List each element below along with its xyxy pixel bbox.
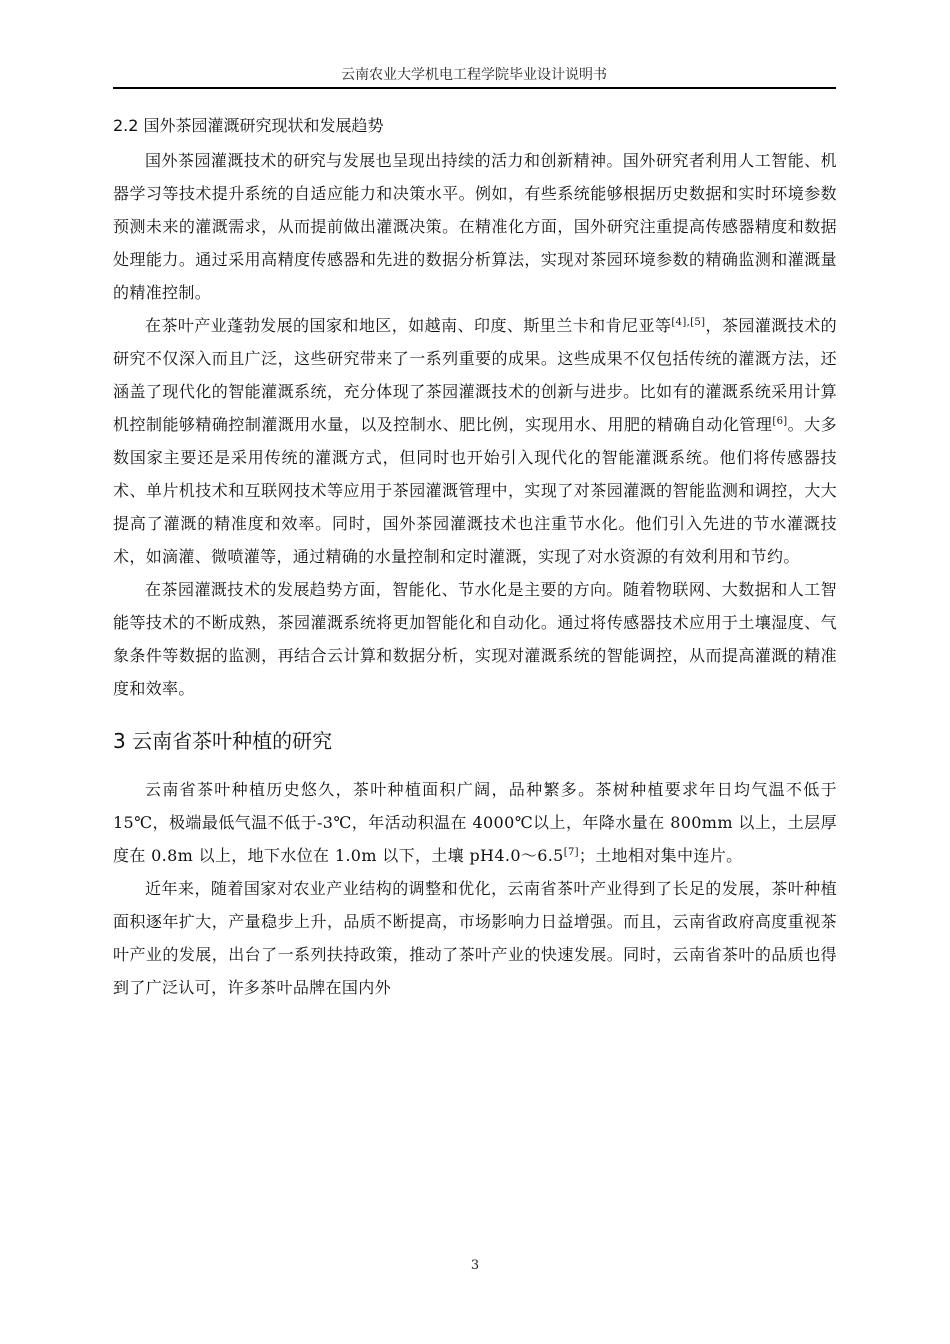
paragraph xyxy=(113,309,837,573)
text-run: ，茶园灌溉技术的研究不仅深入而且广泛，这些研究带来了一系列重要的成果。这些成果不仅包括传统的灌溉方法，还涵盖了现代化的智能灌溉系统，充分体现了茶园灌溉技术的创新与进步。比如有的灌溉系统采用计算机控制能够精确控制灌溉用水量，以及控制水、肥比例，实现用水、用肥的精确自动化管理 xyxy=(113,316,837,434)
citation: [4],[5] xyxy=(671,317,706,328)
paragraph: 在茶园灌溉技术的发展趋势方面，智能化、节水化是主要的方向。随着物联网、大数据和人工智能等技术的不断成熟，茶园灌溉系统将更加智能化和自动化。通过将传感器技术应用于土壤湿度、气象条件等数据的监测，再结合云计算和数据分析，实现对灌溉系统的智能调控，从而提高灌溉的精准度和效率。 xyxy=(113,580,837,698)
page-body xyxy=(113,110,837,1004)
paragraph xyxy=(113,773,837,872)
running-header: 云南农业大学机电工程学院毕业设计说明书 xyxy=(341,67,607,83)
text-run: 。大多数国家主要还是采用传统的灌溉方式，但同时也开始引入现代化的智能灌溉系统。他们将传感器技术、单片机技术和互联网技术等应用于茶园灌溉管理中，实现了对茶园灌溉的智能监测和调控，大大提高了灌溉的精准度和效率。同时，国外茶园灌溉技术也注重节水化。他们引入先进的节水灌溉技术，如滴灌、微喷灌等，通过精确的水量控制和定时灌溉，实现了对水资源的有效利用和节约。 xyxy=(113,415,837,566)
citation: [7] xyxy=(563,847,579,858)
text-run: ；土地相对集中连片。 xyxy=(578,846,743,865)
text-run: 在茶叶产业蓬勃发展的国家和地区，如越南、印度、斯里兰卡和肯尼亚等 xyxy=(145,316,672,335)
page-number: 3 xyxy=(470,1258,480,1273)
paragraph: 近年来，随着国家对农业产业结构的调整和优化，云南省茶叶产业得到了长足的发展，茶叶种植面积逐年扩大，产量稳步上升，品质不断提高，市场影响力日益增强。而且，云南省政府高度重视茶叶产业的发展，出台了一系列扶持政策，推动了茶叶产业的快速发展。同时，云南省茶叶的品质也得到了广泛认可，许多茶叶品牌在国内外 xyxy=(113,879,837,997)
text-run: 云南省茶叶种植历史悠久，茶叶种植面积广阔，品种繁多。茶树种植要求年日均气温不低于 15℃，极端最低气温不低于-3℃，年活动积温在 4000℃以上，年降水量在 800mm 以上，土层厚度在 0.8m 以上，地下水位在 1.0m 以下，土壤 pH4.0～6.5 xyxy=(113,780,837,865)
section-heading-3: 3 云南省茶叶种植的研究 xyxy=(113,729,333,753)
citation: [6] xyxy=(772,416,788,427)
header-divider xyxy=(113,87,836,89)
section-heading-2-2: 2.2 国外茶园灌溉研究现状和发展趋势 xyxy=(113,116,384,135)
paragraph: 国外茶园灌溉技术的研究与发展也呈现出持续的活力和创新精神。国外研究者利用人工智能、机器学习等技术提升系统的自适应能力和决策水平。例如，有些系统能够根据历史数据和实时环境参数预测未来的灌溉需求，从而提前做出灌溉决策。在精准化方面，国外研究注重提高传感器精度和数据处理能力。通过采用高精度传感器和先进的数据分析算法，实现对茶园环境参数的精确监测和灌溉量的精准控制。 xyxy=(113,151,837,302)
